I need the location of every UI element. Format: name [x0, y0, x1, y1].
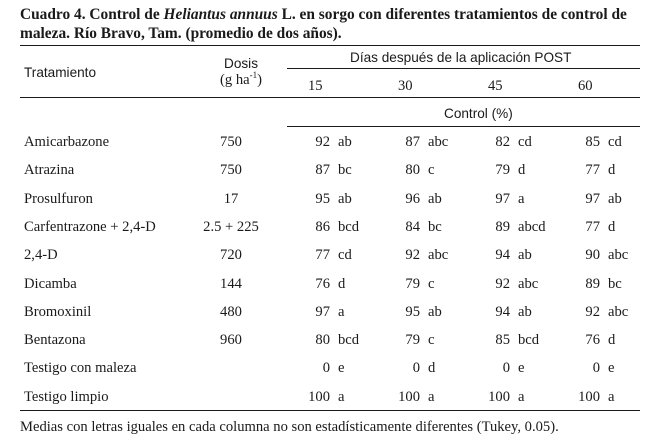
row-control-value: 95 [315, 190, 330, 207]
row-tukey-letters: ab [428, 303, 442, 320]
row-tukey-letters: c [428, 162, 435, 179]
row-treatment: Amicarbazone [24, 134, 110, 150]
row-tukey-letters: a [428, 388, 435, 405]
row-treatment: 2,4-D [24, 247, 58, 264]
row-treatment: Testigo limpio [24, 388, 109, 405]
row-control-value: 87 [405, 134, 420, 150]
row-dose: 750 [220, 134, 242, 150]
row-treatment: Atrazina [24, 162, 75, 179]
row-tukey-letters: e [608, 360, 615, 377]
row-tukey-letters: bc [428, 218, 442, 235]
row-control-value: 94 [495, 303, 510, 320]
row-tukey-letters: bcd [518, 332, 540, 349]
row-tukey-letters: ab [338, 134, 352, 150]
row-tukey-letters: bc [338, 162, 352, 179]
row-tukey-letters: d [338, 275, 346, 292]
row-tukey-letters: bcd [338, 218, 360, 235]
row-control-value: 89 [585, 275, 600, 292]
row-control-value: 96 [405, 190, 420, 207]
row-tukey-letters: d [608, 162, 616, 179]
row-control-value: 85 [585, 134, 600, 150]
row-tukey-letters: bc [608, 275, 622, 292]
row-treatment: Bentazona [24, 332, 86, 349]
row-tukey-letters: e [338, 360, 345, 377]
header-dose-sup: -1 [249, 70, 258, 81]
row-tukey-letters: cd [608, 134, 622, 150]
row-control-value: 76 [315, 275, 330, 292]
caption-part2: L. en sorgo con diferentes tratamientos de control de maleza. Río Bravo, Tam. (promedio de dos años). [20, 6, 627, 42]
row-control-value: 100 [488, 388, 510, 405]
header-treatment: Tratamiento [24, 65, 97, 80]
header-dose-close: ) [257, 72, 262, 88]
table-caption [20, 5, 640, 43]
header-dose-line2 [196, 72, 286, 89]
row-control-value: 80 [405, 162, 420, 179]
row-tukey-letters: a [518, 190, 525, 207]
days-rule [287, 68, 640, 69]
row-control-value: 77 [315, 247, 330, 264]
row-tukey-letters: bcd [338, 332, 360, 349]
row-control-value: 80 [315, 332, 330, 349]
row-treatment: Dicamba [24, 275, 77, 292]
row-dose: 720 [220, 247, 242, 264]
row-tukey-letters: a [338, 303, 345, 320]
row-tukey-letters: ab [518, 303, 532, 320]
row-control-value: 94 [495, 247, 510, 264]
row-control-value: 0 [322, 360, 330, 377]
row-tukey-letters: ab [608, 190, 622, 207]
row-tukey-letters: ab [338, 190, 352, 207]
row-tukey-letters: d [518, 162, 526, 179]
header-control: Control (%) [444, 106, 513, 121]
row-treatment: Carfentrazone + 2,4-D [24, 218, 156, 235]
header-dose-unit: (g ha [220, 72, 250, 88]
row-control-value: 92 [495, 275, 510, 292]
row-tukey-letters: a [518, 388, 525, 405]
header-day-60: 60 [578, 78, 593, 94]
row-dose: 750 [220, 162, 242, 179]
top-rule [20, 45, 640, 46]
row-control-value: 85 [495, 332, 510, 349]
bottom-rule [20, 410, 640, 411]
caption-part1: Cuadro 4. Control de [20, 6, 164, 23]
row-treatment: Prosulfuron [24, 190, 93, 207]
header-dose-line1: Dosis [224, 56, 258, 71]
row-tukey-letters: ab [518, 247, 532, 264]
row-tukey-letters: abcd [518, 218, 546, 235]
row-tukey-letters: abc [608, 247, 629, 264]
row-control-value: 77 [585, 162, 600, 179]
row-tukey-letters: d [428, 360, 436, 377]
row-control-value: 0 [412, 360, 420, 377]
header-day-15: 15 [308, 78, 323, 94]
row-control-value: 82 [495, 134, 510, 150]
row-control-value: 100 [308, 388, 330, 405]
row-dose: 480 [220, 303, 242, 320]
row-tukey-letters: abc [518, 275, 539, 292]
row-tukey-letters: a [338, 388, 345, 405]
row-tukey-letters: ab [428, 190, 442, 207]
row-tukey-letters: abc [428, 134, 449, 150]
row-control-value: 77 [585, 218, 600, 235]
row-dose: 2.5 + 225 [203, 218, 259, 235]
control-rule [287, 126, 640, 127]
row-tukey-letters: cd [518, 134, 532, 150]
row-tukey-letters: abc [608, 303, 629, 320]
row-tukey-letters: abc [428, 247, 449, 264]
row-tukey-letters: e [518, 360, 525, 377]
row-control-value: 97 [585, 190, 600, 207]
row-control-value: 92 [315, 134, 330, 150]
row-dose: 144 [220, 275, 242, 292]
row-dose: 17 [223, 190, 239, 207]
row-tukey-letters: d [608, 332, 616, 349]
row-control-value: 79 [495, 162, 510, 179]
header-day-45: 45 [488, 78, 503, 94]
row-control-value: 92 [585, 303, 600, 320]
row-dose: 960 [220, 332, 242, 349]
header-day-30: 30 [398, 78, 413, 94]
row-control-value: 95 [405, 303, 420, 320]
caption-species: Heliantus annuus [163, 6, 278, 23]
row-control-value: 92 [405, 247, 420, 264]
row-control-value: 97 [495, 190, 510, 207]
row-tukey-letters: c [428, 275, 435, 292]
row-control-value: 97 [315, 303, 330, 320]
row-treatment: Bromoxinil [24, 303, 92, 320]
row-tukey-letters: d [608, 218, 616, 235]
row-control-value: 0 [592, 360, 600, 377]
row-tukey-letters: c [428, 332, 435, 349]
row-tukey-letters: cd [338, 247, 352, 264]
row-control-value: 89 [495, 218, 510, 235]
row-control-value: 100 [398, 388, 420, 405]
row-control-value: 86 [315, 218, 330, 235]
row-control-value: 90 [585, 247, 600, 264]
header-days-group: Días después de la aplicación POST [350, 50, 572, 65]
row-control-value: 76 [585, 332, 600, 349]
table-footnote: Medias con letras iguales en cada columna no son estadísticamente diferentes (Tukey, 0.05). [20, 419, 559, 435]
header-rule [20, 97, 640, 98]
row-treatment: Testigo con maleza [24, 360, 137, 377]
row-control-value: 84 [405, 218, 420, 235]
row-control-value: 79 [405, 275, 420, 292]
row-tukey-letters: a [608, 388, 615, 405]
row-control-value: 79 [405, 332, 420, 349]
row-control-value: 0 [502, 360, 510, 377]
row-control-value: 87 [315, 162, 330, 179]
row-control-value: 100 [578, 388, 600, 405]
